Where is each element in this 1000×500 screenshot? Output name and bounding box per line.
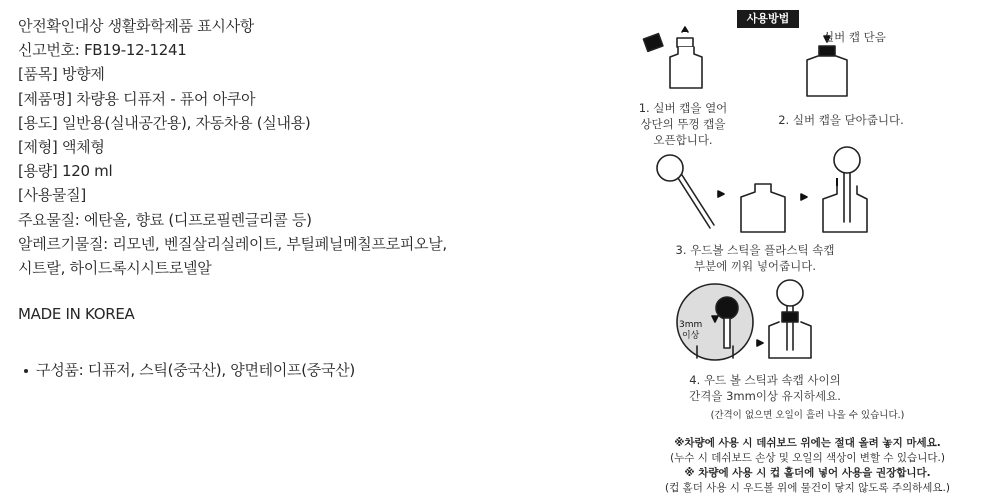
wood-ball-icon xyxy=(657,155,683,181)
arrow-right-icon xyxy=(718,191,724,197)
instructions-panel xyxy=(615,0,1000,500)
warning-cupholder: ※ 차량에 사용 시 컵 홀더에 넣어 사용을 권장합니다. xyxy=(684,467,931,479)
item-type: [품목] 방향제 xyxy=(18,65,105,84)
bottle-final-icon xyxy=(769,322,811,358)
step3-caption: 3. 우드볼 스틱을 플라스틱 속캡 부분에 끼워 넣어줍니다. xyxy=(675,243,835,273)
bottle-with-stick-icon xyxy=(823,186,867,232)
allergens: 알레르기물질: 리모넨, 벤질살리실레이트, 부틸페닐메칠프로피오날, xyxy=(18,234,447,253)
product-label-text xyxy=(18,14,578,383)
cap-label: 실버 캡 단음 xyxy=(823,30,886,44)
warning-dashboard-detail: (누수 시 데쉬보드 손상 및 오일의 색상이 변할 수 있습니다.) xyxy=(670,452,945,464)
wood-ball-top-icon xyxy=(834,147,860,173)
wood-ball-final-icon xyxy=(777,280,803,306)
stick-icon xyxy=(678,178,710,228)
arrow-right-icon-3 xyxy=(757,340,763,346)
product-name: [제품명] 차량용 디퓨저 - 퓨어 아쿠아 xyxy=(18,89,256,108)
main-substances: 주요물질: 에탄올, 향료 (디프로필렌글리콜 등) xyxy=(18,210,312,229)
registration-number: 신고번호: FB19-12-1241 xyxy=(18,41,187,60)
inner-cap-icon xyxy=(677,38,693,47)
step3-illustration xyxy=(657,147,867,232)
arrow-right-icon-2 xyxy=(801,194,807,200)
bullet-icon xyxy=(24,369,28,373)
arrow-up-icon xyxy=(682,27,688,32)
origin: MADE IN KOREA xyxy=(18,305,135,324)
usage: [용도] 일반용(실내공간용), 자동차용 (실내용) xyxy=(18,113,311,132)
step1-caption: 1. 실버 캡을 열어 상단의 뚜껑 캡을 오픈합니다. xyxy=(638,101,728,147)
warning-dashboard: ※차량에 사용 시 데쉬보드 위에는 절대 올려 놓지 마세요. xyxy=(674,437,941,449)
step2-caption: 2. 실버 캡을 닫아줍니다. xyxy=(778,113,904,127)
step4-caption: 4. 우드 볼 스틱과 속캡 사이의 간격을 3mm이상 유지하세요. xyxy=(689,373,841,403)
formulation: [제형] 액체형 xyxy=(18,138,105,157)
label-title: 안전확인대상 생활화학제품 표시사항 xyxy=(18,17,254,35)
step4-note: (간격이 없으면 오일이 흘러 나올 수 있습니다.) xyxy=(710,410,905,421)
cap-on-bottle-icon xyxy=(819,46,835,56)
step2-illustration xyxy=(807,36,847,96)
instructions-title: 사용방법 xyxy=(737,10,799,28)
warning-cupholder-detail: (컵 홀더 사용 시 우드볼 위에 물건이 닿지 않도록 주의하세요.) xyxy=(664,482,950,494)
allergens-continued: 시트랄, 하이드록시시트로넬알 xyxy=(18,259,212,278)
bottle-icon xyxy=(670,47,702,88)
components xyxy=(18,358,578,382)
bottle-open-icon xyxy=(741,184,785,232)
substances-heading: [사용물질] xyxy=(18,186,86,205)
step1-illustration xyxy=(643,27,702,88)
black-cap-icon xyxy=(643,34,662,52)
components-text: 구성품: 디퓨저, 스틱(중국산), 양면테이프(중국산) xyxy=(36,361,355,380)
gap-label: 3mm 이상 xyxy=(679,320,703,341)
bottle-closed-icon xyxy=(807,56,847,96)
volume: [용량] 120 ml xyxy=(18,162,113,181)
